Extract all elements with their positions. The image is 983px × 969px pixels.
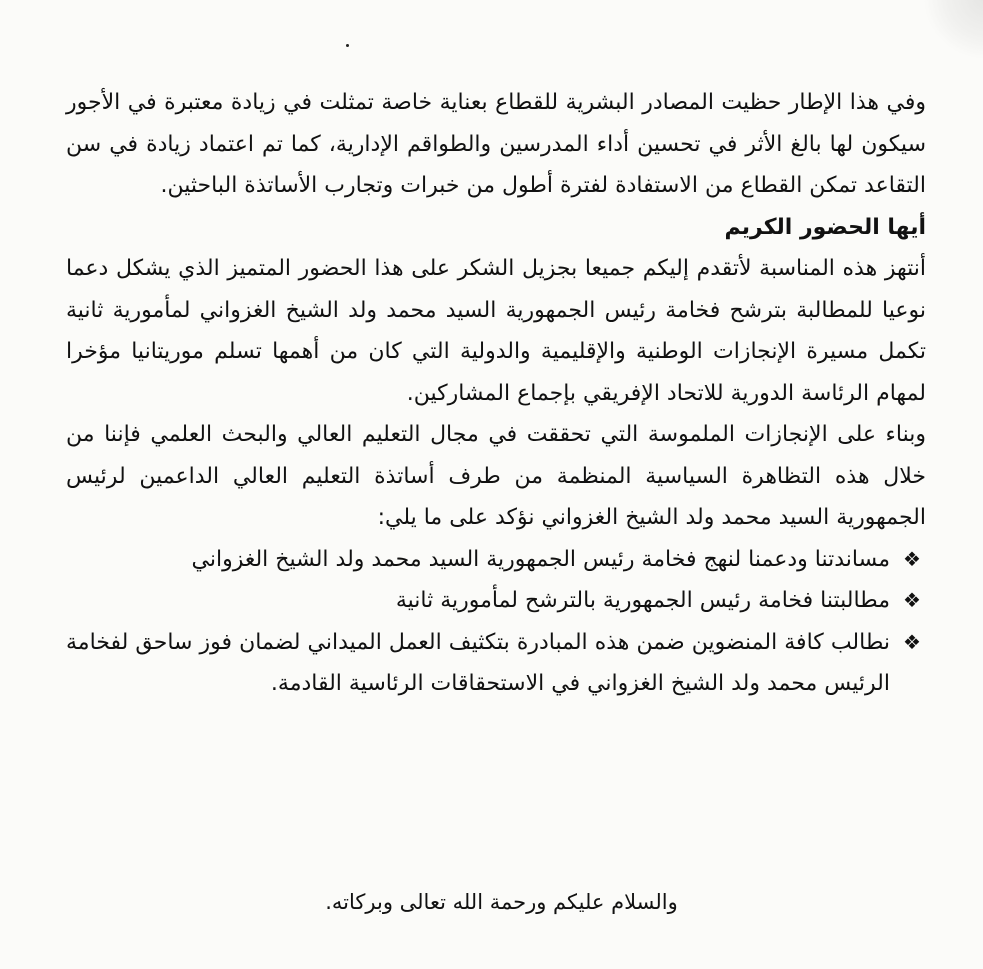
closing-text: والسلام عليكم ورحمة الله تعالى وبركاته. <box>325 890 678 914</box>
bullet-text: مطالبتنا فخامة رئيس الجمهورية بالترشح لمأمورية ثانية <box>395 588 890 613</box>
bullet-text: نطالب كافة المنضوين ضمن هذه المبادرة بتكثيف العمل الميداني لضمان فوز ساحق لفخامة الرئيس محمد ولد الشيخ الغزواني في الاستحقاقات الرئاسية القادمة. <box>66 629 890 696</box>
bullet-list <box>66 539 926 705</box>
stray-dot <box>346 44 349 47</box>
document-body <box>66 82 926 705</box>
list-item <box>66 580 926 622</box>
list-item <box>66 622 926 705</box>
paragraph-achievements: وبناء على الإنجازات الملموسة التي تحققت في مجال التعليم العالي والبحث العلمي فإننا من خلال هذه التظاهرة السياسية المنظمة من طرف أساتذة التعليم العالي الداعمين لرئيس الجمهورية السيد محمد ولد الشيخ الغزواني نؤكد على ما يلي: <box>66 422 926 530</box>
diamond-bullet-icon: ❖ <box>903 546 921 571</box>
address-heading: أيها الحضور الكريم <box>724 214 926 240</box>
bullet-text: مساندتنا ودعمنا لنهج فخامة رئيس الجمهورية السيد محمد ولد الشيخ الغزواني <box>191 546 890 572</box>
diamond-bullet-icon: ❖ <box>903 629 921 654</box>
paragraph-hr-salaries: وفي هذا الإطار حظيت المصادر البشرية للقطاع بعناية خاصة تمثلت في زيادة معتبرة في الأجور سيكون لها بالغ الأثر في تحسين أداء المدرسين والطواقم الإدارية، كما تم اعتماد زيادة في سن التقاعد تمكن القطاع من الاستفادة لفترة أطول من خبرات وتجارب الأساتذة الباحثين. <box>66 90 926 198</box>
diamond-bullet-icon: ❖ <box>903 588 921 612</box>
page-corner-shadow <box>923 0 983 60</box>
list-item <box>66 539 926 581</box>
paragraph-thanks: أنتهز هذه المناسبة لأتقدم إليكم جميعا بجزيل الشكر على هذا الحضور المتميز الذي يشكل دعما نوعيا للمطالبة بترشح فخامة رئيس الجمهورية السيد محمد ولد الشيخ الغزواني لمأمورية ثانية تكمل مسيرة الإنجازات الوطنية والإقليمية والدولية التي كان من أهمها تسلم موريتانيا مؤخرا لمهام الرئاسة الدورية للاتحاد الإفريقي بإجماع المشاركين. <box>66 256 926 406</box>
closing-greeting <box>0 890 983 914</box>
